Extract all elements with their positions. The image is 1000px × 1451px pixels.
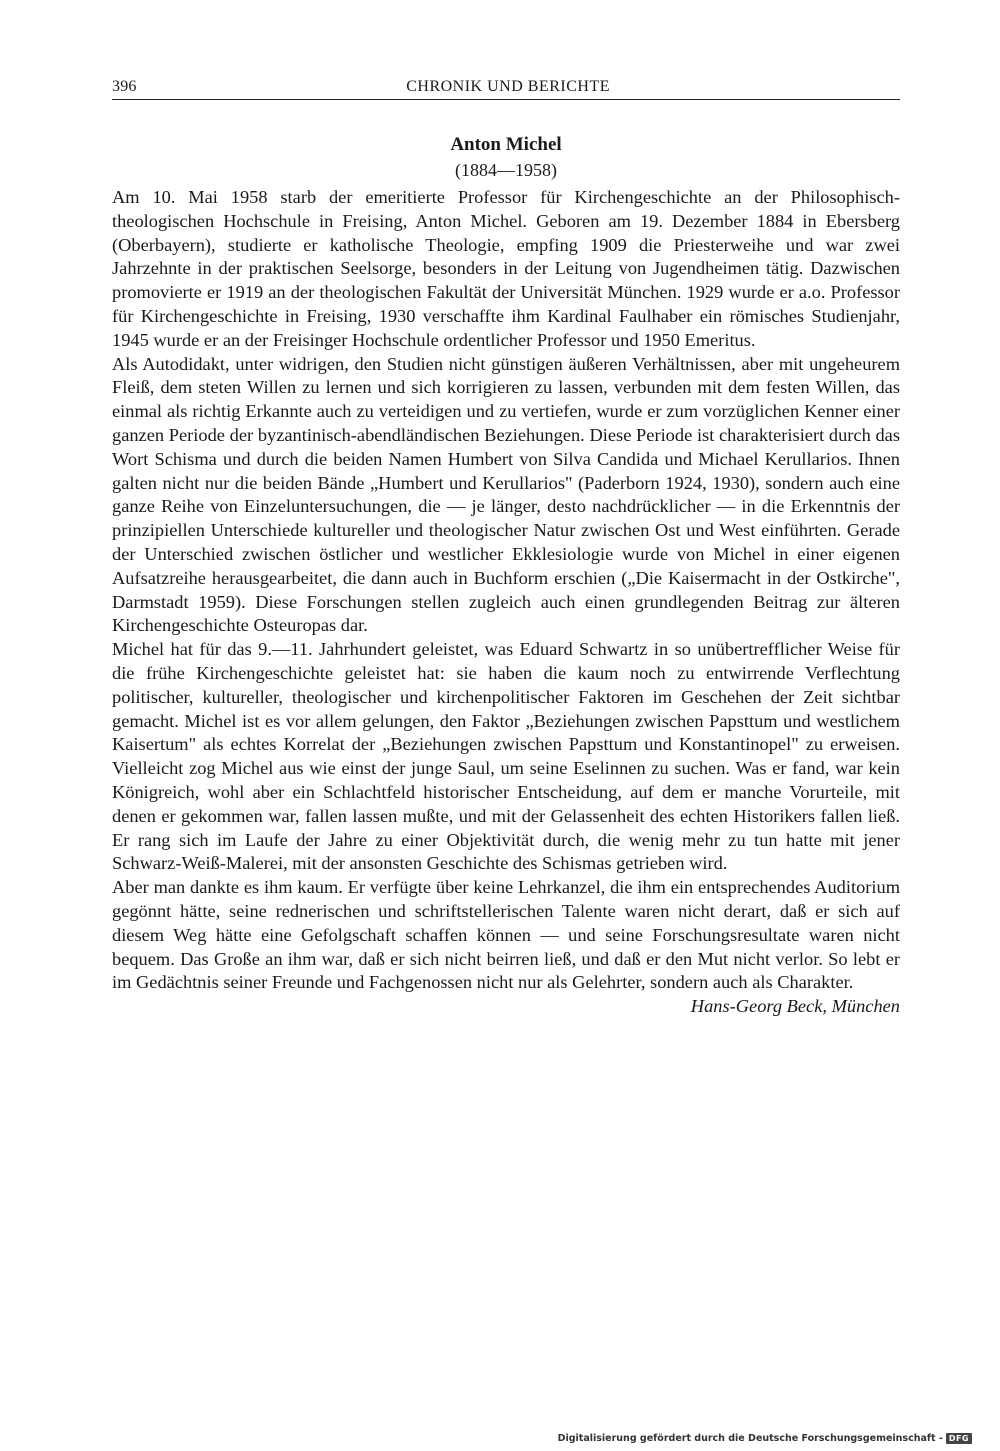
digitization-footer [558, 1433, 972, 1444]
paragraph-2: Als Autodidakt, unter widrigen, den Studien nicht günstigen äußeren Verhältnissen, aber mit ungeheurem Fleiß, dem steten Willen zu lernen und sich korrigieren zu lassen, verbunden mit dem festen Willen, das einmal als richtig Erkannte auch zu verteidigen und zu vertiefen, wurde er zum vorzüglichen Kenner einer ganzen Periode der byzantinisch-abendländischen Beziehungen. Diese Periode ist charakterisiert durch das Wort Schisma und durch die beiden Namen Humbert von Silva Candida und Michael Kerullarios. Ihnen galten nicht nur die beiden Bände „Humbert und Kerullarios" (Paderborn 1924, 1930), sondern auch eine ganze Reihe von Einzeluntersuchungen, die — je länger, desto nachdrücklicher — in die Erkenntnis der prinzipiellen Unterschiede kultureller und theologischer Natur zwischen Ost und West einführten. Gerade der Unterschied zwischen östlicher und westlicher Ekklesiologie wurde von Michel in einer eigenen Aufsatzreihe herausgearbeitet, die dann auch in Buchform erschien („Die Kaisermacht in der Ostkirche", Darmstadt 1959). Diese Forschungen stellen zugleich auch einen grundlegenden Beitrag zur älteren Kirchengeschichte Osteuropas dar. [112, 353, 900, 636]
article-dates: (1884—1958) [455, 160, 557, 180]
paragraph-4 [112, 876, 900, 1017]
author-signature: Hans-Georg Beck, München [690, 996, 900, 1017]
dfg-logo: DFG [946, 1433, 972, 1444]
footer-text: Digitalisierung gefördert durch die Deutsche Forschungsgemeinschaft - [557, 1433, 943, 1444]
page [112, 78, 900, 1019]
paragraph-3: Michel hat für das 9.—11. Jahrhundert geleistet, was Eduard Schwartz in so unübertrefflicher Weise für die frühe Kirchengeschichte geleistet hat: sie haben die kaum noch zu entwirrende Verflechtung politischer, kultureller, theologischer und kirchenpolitischer Faktoren im Geschehen der Zeit sichtbar gemacht. Michel ist es vor allem gelungen, den Faktor „Beziehungen zwischen Papsttum und westlichem Kaisertum" als echtes Korrelat der „Beziehungen zwischen Papsttum und Konstantinopel" zu erweisen. Vielleicht zog Michel aus wie einst der junge Saul, um seine Eselinnen zu suchen. Was er fand, war kein Königreich, wohl aber ein Schlachtfeld historischer Entscheidung, auf dem er manche Vorurteile, mit denen er gekommen war, fallen lassen mußte, und mit der Gelassenheit des echten Historikers fallen ließ. Er rang sich im Laufe der Jahre zu einer Objektivität durch, die wenig mehr zu tun hatte mit jener Schwarz-Weiß-Malerei, mit der ansonsten Geschichte des Schismas getrieben wird. [112, 639, 900, 874]
paragraph-1: Am 10. Mai 1958 starb der emeritierte Professor für Kirchengeschichte an der Philosophisch-theologischen Hochschule in Freising, Anton Michel. Geboren am 19. Dezember 1884 in Ebersberg (Oberbayern), studierte er katholische Theologie, empfing 1909 die Priesterweihe und war zwei Jahrzehnte in der praktischen Seelsorge, besonders in der Leitung von Jugendheimen tätig. Dazwischen promovierte er 1919 an der theologischen Fakultät der Universität München. 1929 wurde er a.o. Professor für Kirchengeschichte in Freising, 1930 verschaffte ihm Kardinal Faulhaber ein römisches Studienjahr, 1945 wurde er an der Freisinger Hochschule ordentlicher Professor und 1950 Emeritus. [112, 187, 900, 350]
running-head [112, 78, 900, 100]
running-title: CHRONIK UND BERICHTE [406, 78, 610, 95]
article-title: Anton Michel [450, 134, 562, 155]
paragraph-4-text: Aber man dankte es ihm kaum. Er verfügte über keine Lehrkanzel, die ihm ein entsprechendes Auditorium gegönnt hätte, seine rednerischen und schriftstellerischen Talente waren nicht derart, daß er sich auf diesem Weg hätte eine Gefolgschaft schaffen können — und seine Forschungsresultate waren nicht bequem. Das Große an ihm war, daß er sich nicht beirren ließ, und daß er den Mut nicht verlor. So lebt er im Gedächtnis seiner Freunde und Fachgenossen nicht nur als Gelehrter, sondern auch als Charakter. [112, 877, 900, 993]
article-body [112, 186, 900, 1017]
page-number: 396 [112, 78, 137, 95]
